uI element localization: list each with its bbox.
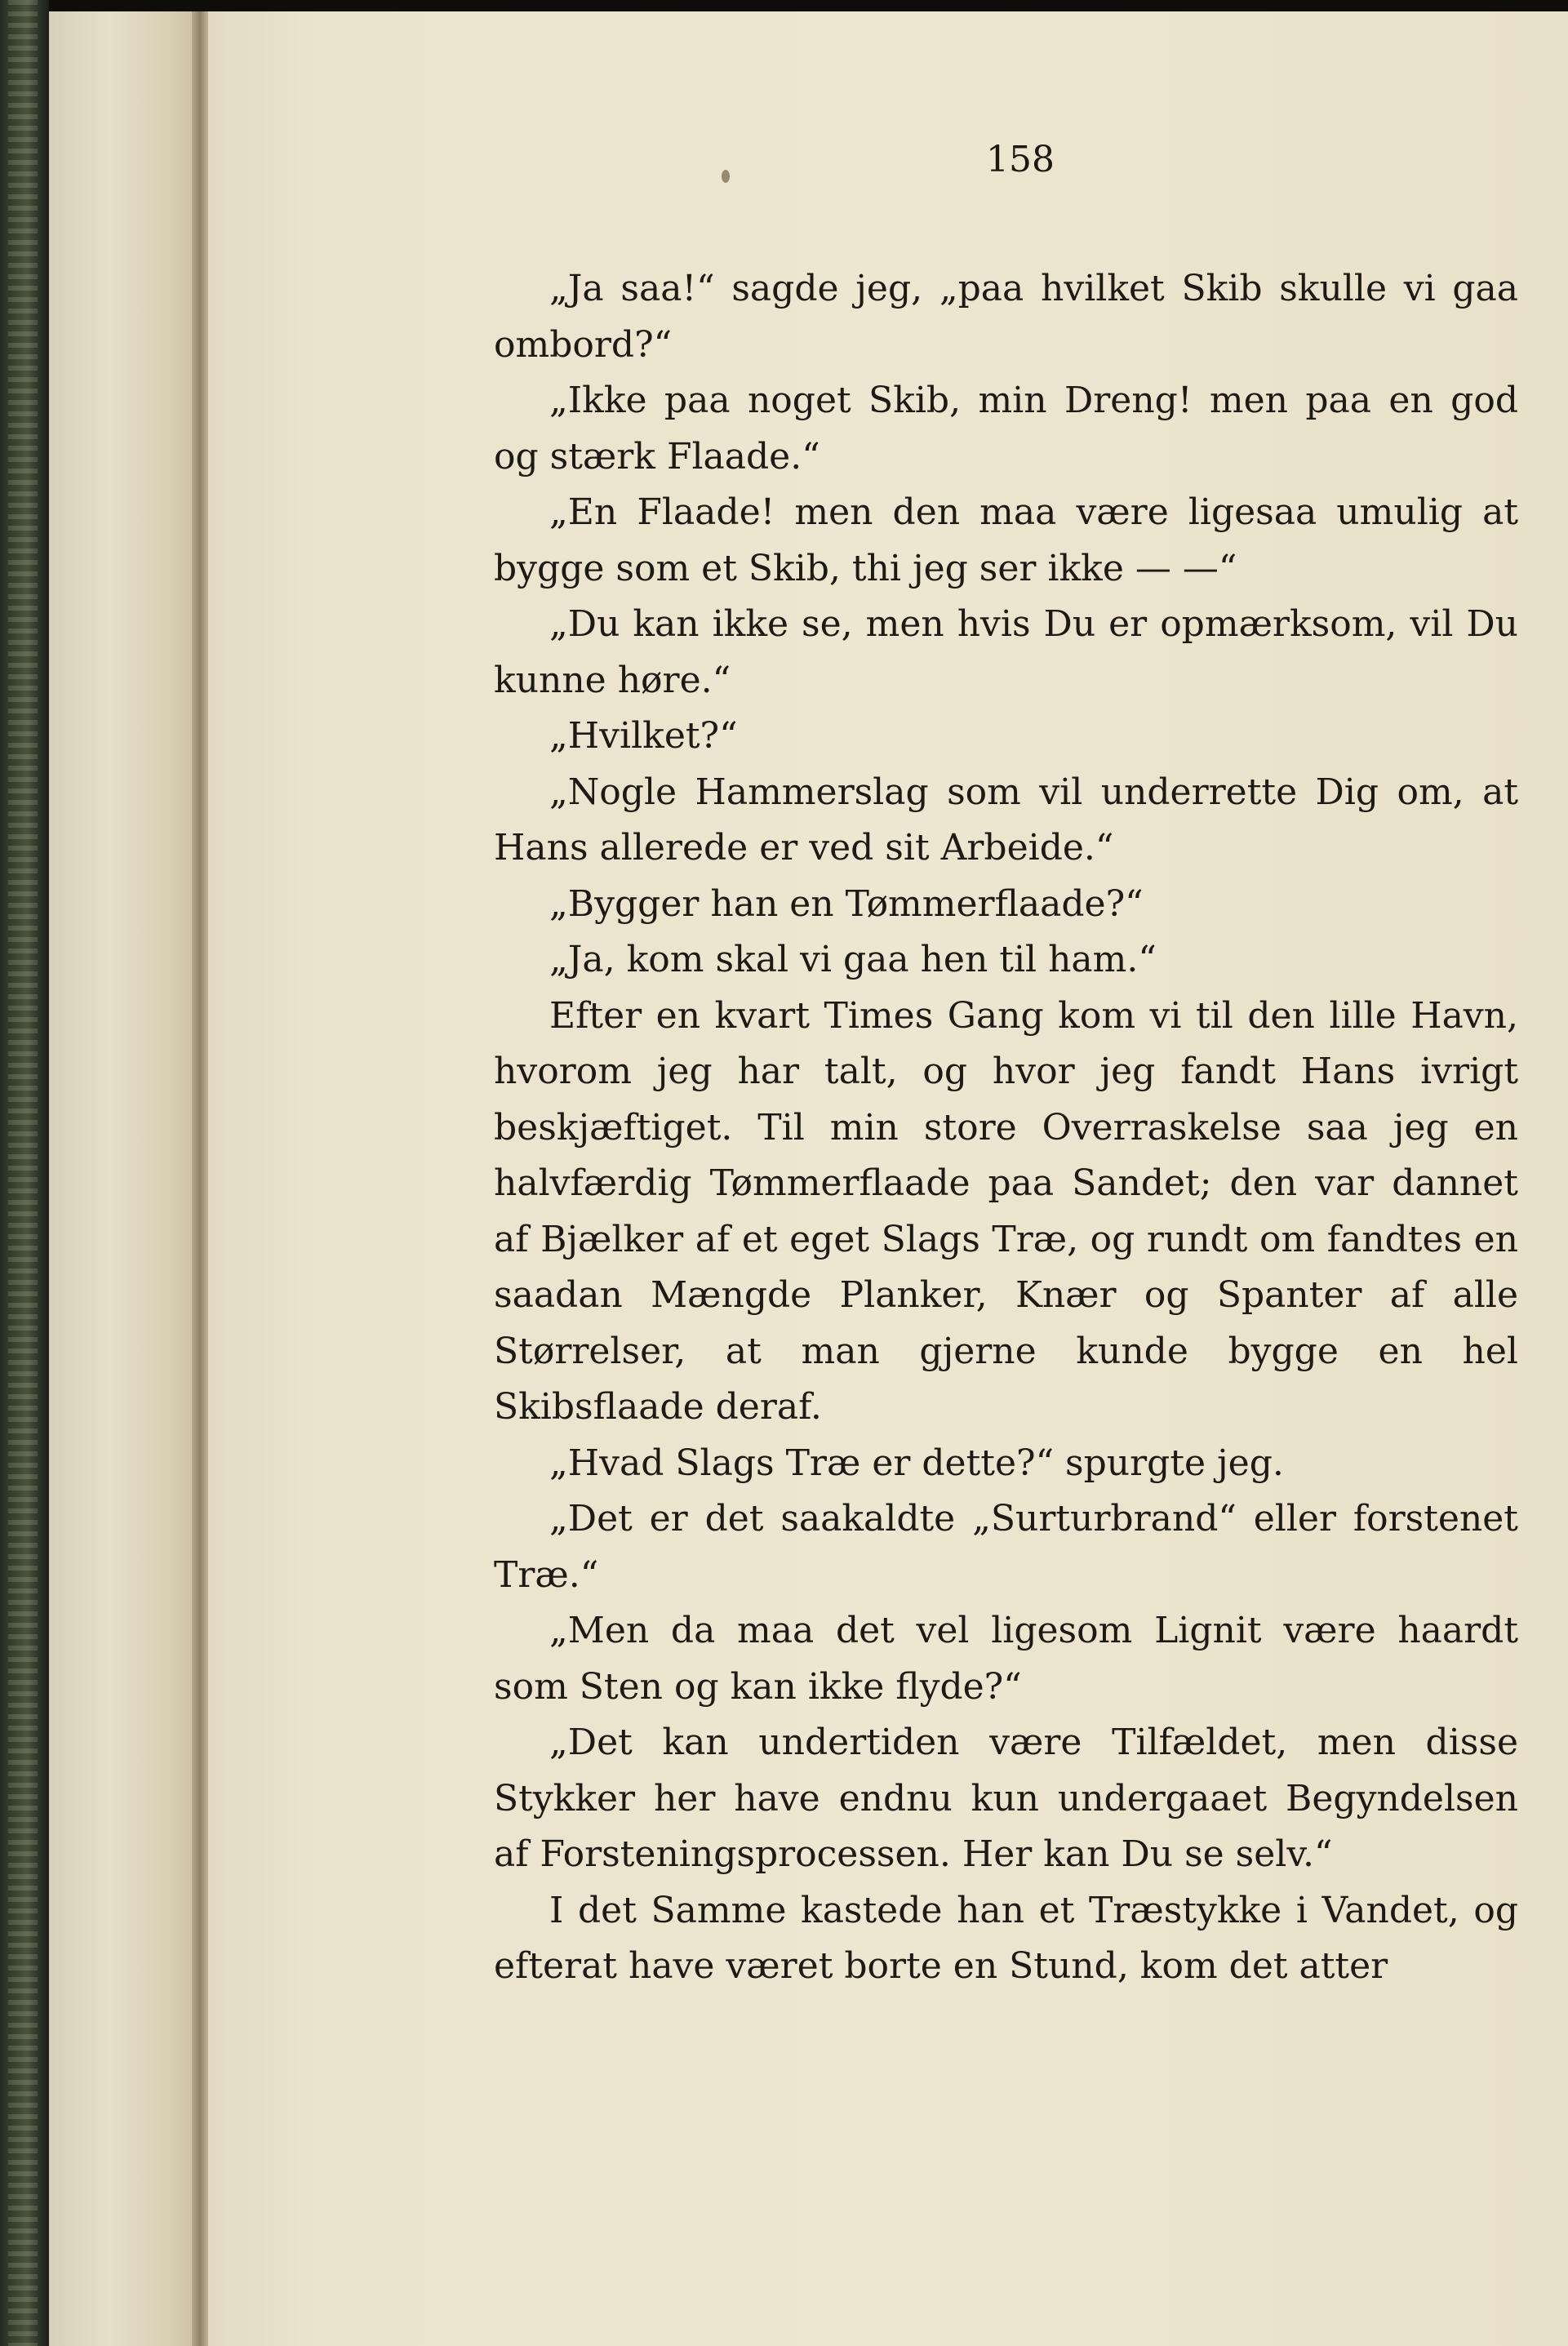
paragraph: „Ja saa!“ sagde jeg, „paa hvilket Skib skulle vi gaa ombord?“: [494, 268, 1518, 366]
page-number: 158: [986, 139, 1055, 180]
paragraph: „Ja, kom skal vi gaa hen til ham.“: [549, 939, 1157, 980]
paragraph: „Hvilket?“: [549, 715, 738, 757]
book-binding: [0, 0, 49, 2346]
binding-cloth-texture: [8, 0, 38, 2346]
paragraph: I det Samme kastede han et Træstykke i Vandet, og efterat have været borte en Stund, kom det atter: [494, 1889, 1518, 1987]
paragraph: „Nogle Hammerslag som vil underrette Dig om, at Hans allerede er ved sit Arbeide.“: [494, 771, 1518, 869]
paragraph: „Hvad Slags Træ er dette?“ spurgte jeg.: [549, 1442, 1284, 1484]
paragraph: „Det er det saakaldte „Surturbrand“ eller forstenet Træ.“: [494, 1498, 1518, 1596]
paragraph: „Det kan undertiden være Tilfældet, men disse Stykker her have endnu kun undergaaet Begyndelsen af Forsteningsprocessen. Her kan Du se selv.“: [494, 1722, 1518, 1875]
paragraph: „Bygger han en Tømmerflaade?“: [549, 882, 1144, 925]
ink-spot: [722, 170, 730, 183]
paragraph: „En Flaade! men den maa være ligesaa umulig at bygge som et Skib, thi jeg ser ikke — —“: [494, 491, 1518, 589]
page-text: [494, 261, 1518, 1995]
paragraph: „Ikke paa noget Skib, min Dreng! men paa en god og stærk Flaade.“: [494, 380, 1518, 478]
facing-page-edge: [49, 0, 200, 2346]
paragraph: „Du kan ikke se, men hvis Du er opmærksom, vil Du kunne høre.“: [494, 603, 1518, 701]
scan-top-edge: [49, 0, 1568, 11]
page-fold-shadow: [192, 0, 208, 2346]
paragraph: „Men da maa det vel ligesom Lignit være haardt som Sten og kan ikke flyde?“: [494, 1610, 1518, 1708]
paragraph: Efter en kvart Times Gang kom vi til den lille Havn, hvorom jeg har talt, og hvor jeg fandt Hans ivrigt beskjæftiget. Til min store Overraskelse saa jeg en halvfærdig Tømmerflaade paa Sandet; den var dannet af Bjælker af et eget Slags Træ, og rundt om fandtes en saadan Mængde Planker, Knær og Spanter af alle Størrelser, at man gjerne kunde bygge en hel Skibsflaade deraf.: [494, 994, 1518, 1428]
